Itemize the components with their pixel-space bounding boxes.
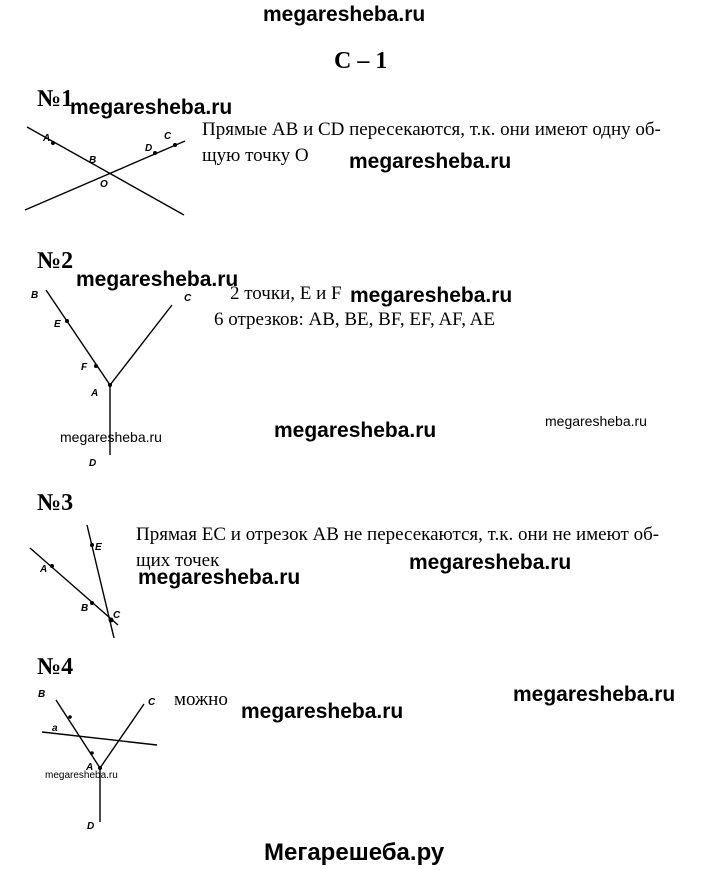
problem-4-number: №4 — [37, 654, 74, 680]
footer-site: Мегарешеба.ру — [264, 839, 445, 866]
watermark: megaresheba.ru — [45, 770, 118, 781]
watermark: megaresheba.ru — [76, 268, 239, 291]
label-c: C — [148, 697, 156, 708]
label-a: A — [86, 762, 94, 773]
problem-1-text-line-2: щую точку О — [202, 145, 309, 166]
problem-3-number: №3 — [37, 490, 74, 516]
label-b: B — [81, 603, 89, 614]
problem-4-text-line-1: можно — [174, 689, 228, 710]
line-a — [42, 732, 157, 745]
problem-2-text-line-1: 2 точки, Е и F — [230, 283, 342, 304]
label-f: F — [81, 362, 88, 373]
watermark: megaresheba.ru — [545, 413, 647, 429]
watermark: megaresheba.ru — [274, 419, 437, 442]
watermark: megaresheba.ru — [349, 150, 512, 173]
problem-1-text-line-1: Прямые АВ и CD пересекаются, т.к. они имеют одну об- — [202, 119, 661, 140]
problem-3-text-line-1: Прямая ЕС и отрезок АВ не пересекаются, т.к. они не имеют об- — [136, 524, 660, 545]
label-c: C — [113, 610, 121, 621]
label-e: E — [95, 542, 102, 553]
label-e: E — [54, 319, 61, 330]
problem-2-text-line-2: 6 отрезков: АВ, ВЕ, BF, EF, AF, AE — [214, 309, 496, 330]
watermark: megaresheba.ru — [350, 284, 513, 307]
problem-3-text-line-2: щих точек — [136, 550, 220, 571]
label-a: A — [43, 133, 51, 144]
page-title: С – 1 — [334, 48, 388, 74]
point-b-mark — [68, 715, 72, 719]
label-line-a: a — [52, 723, 58, 734]
problem-1-number: №1 — [37, 86, 74, 112]
label-a: A — [40, 564, 48, 575]
watermark: megaresheba.ru — [60, 429, 162, 445]
label-d: D — [87, 821, 95, 832]
label-b: B — [38, 689, 46, 700]
label-c: C — [164, 131, 172, 142]
header-site: megaresheba.ru — [263, 3, 426, 26]
label-b: B — [89, 155, 97, 166]
point-mark — [90, 751, 94, 755]
problem-2-number: №2 — [37, 248, 74, 274]
ray-ac — [100, 704, 144, 768]
watermark: megaresheba.ru — [138, 566, 301, 589]
label-b: B — [31, 290, 39, 301]
label-d: D — [89, 458, 97, 469]
point-a — [98, 766, 102, 770]
label-o: O — [100, 179, 108, 190]
watermark: megaresheba.ru — [513, 683, 676, 706]
watermark: megaresheba.ru — [70, 96, 233, 119]
label-d: D — [145, 143, 153, 154]
watermark: megaresheba.ru — [409, 551, 572, 574]
label-a: A — [91, 388, 99, 399]
watermark: megaresheba.ru — [241, 700, 404, 723]
label-c: C — [184, 293, 192, 304]
